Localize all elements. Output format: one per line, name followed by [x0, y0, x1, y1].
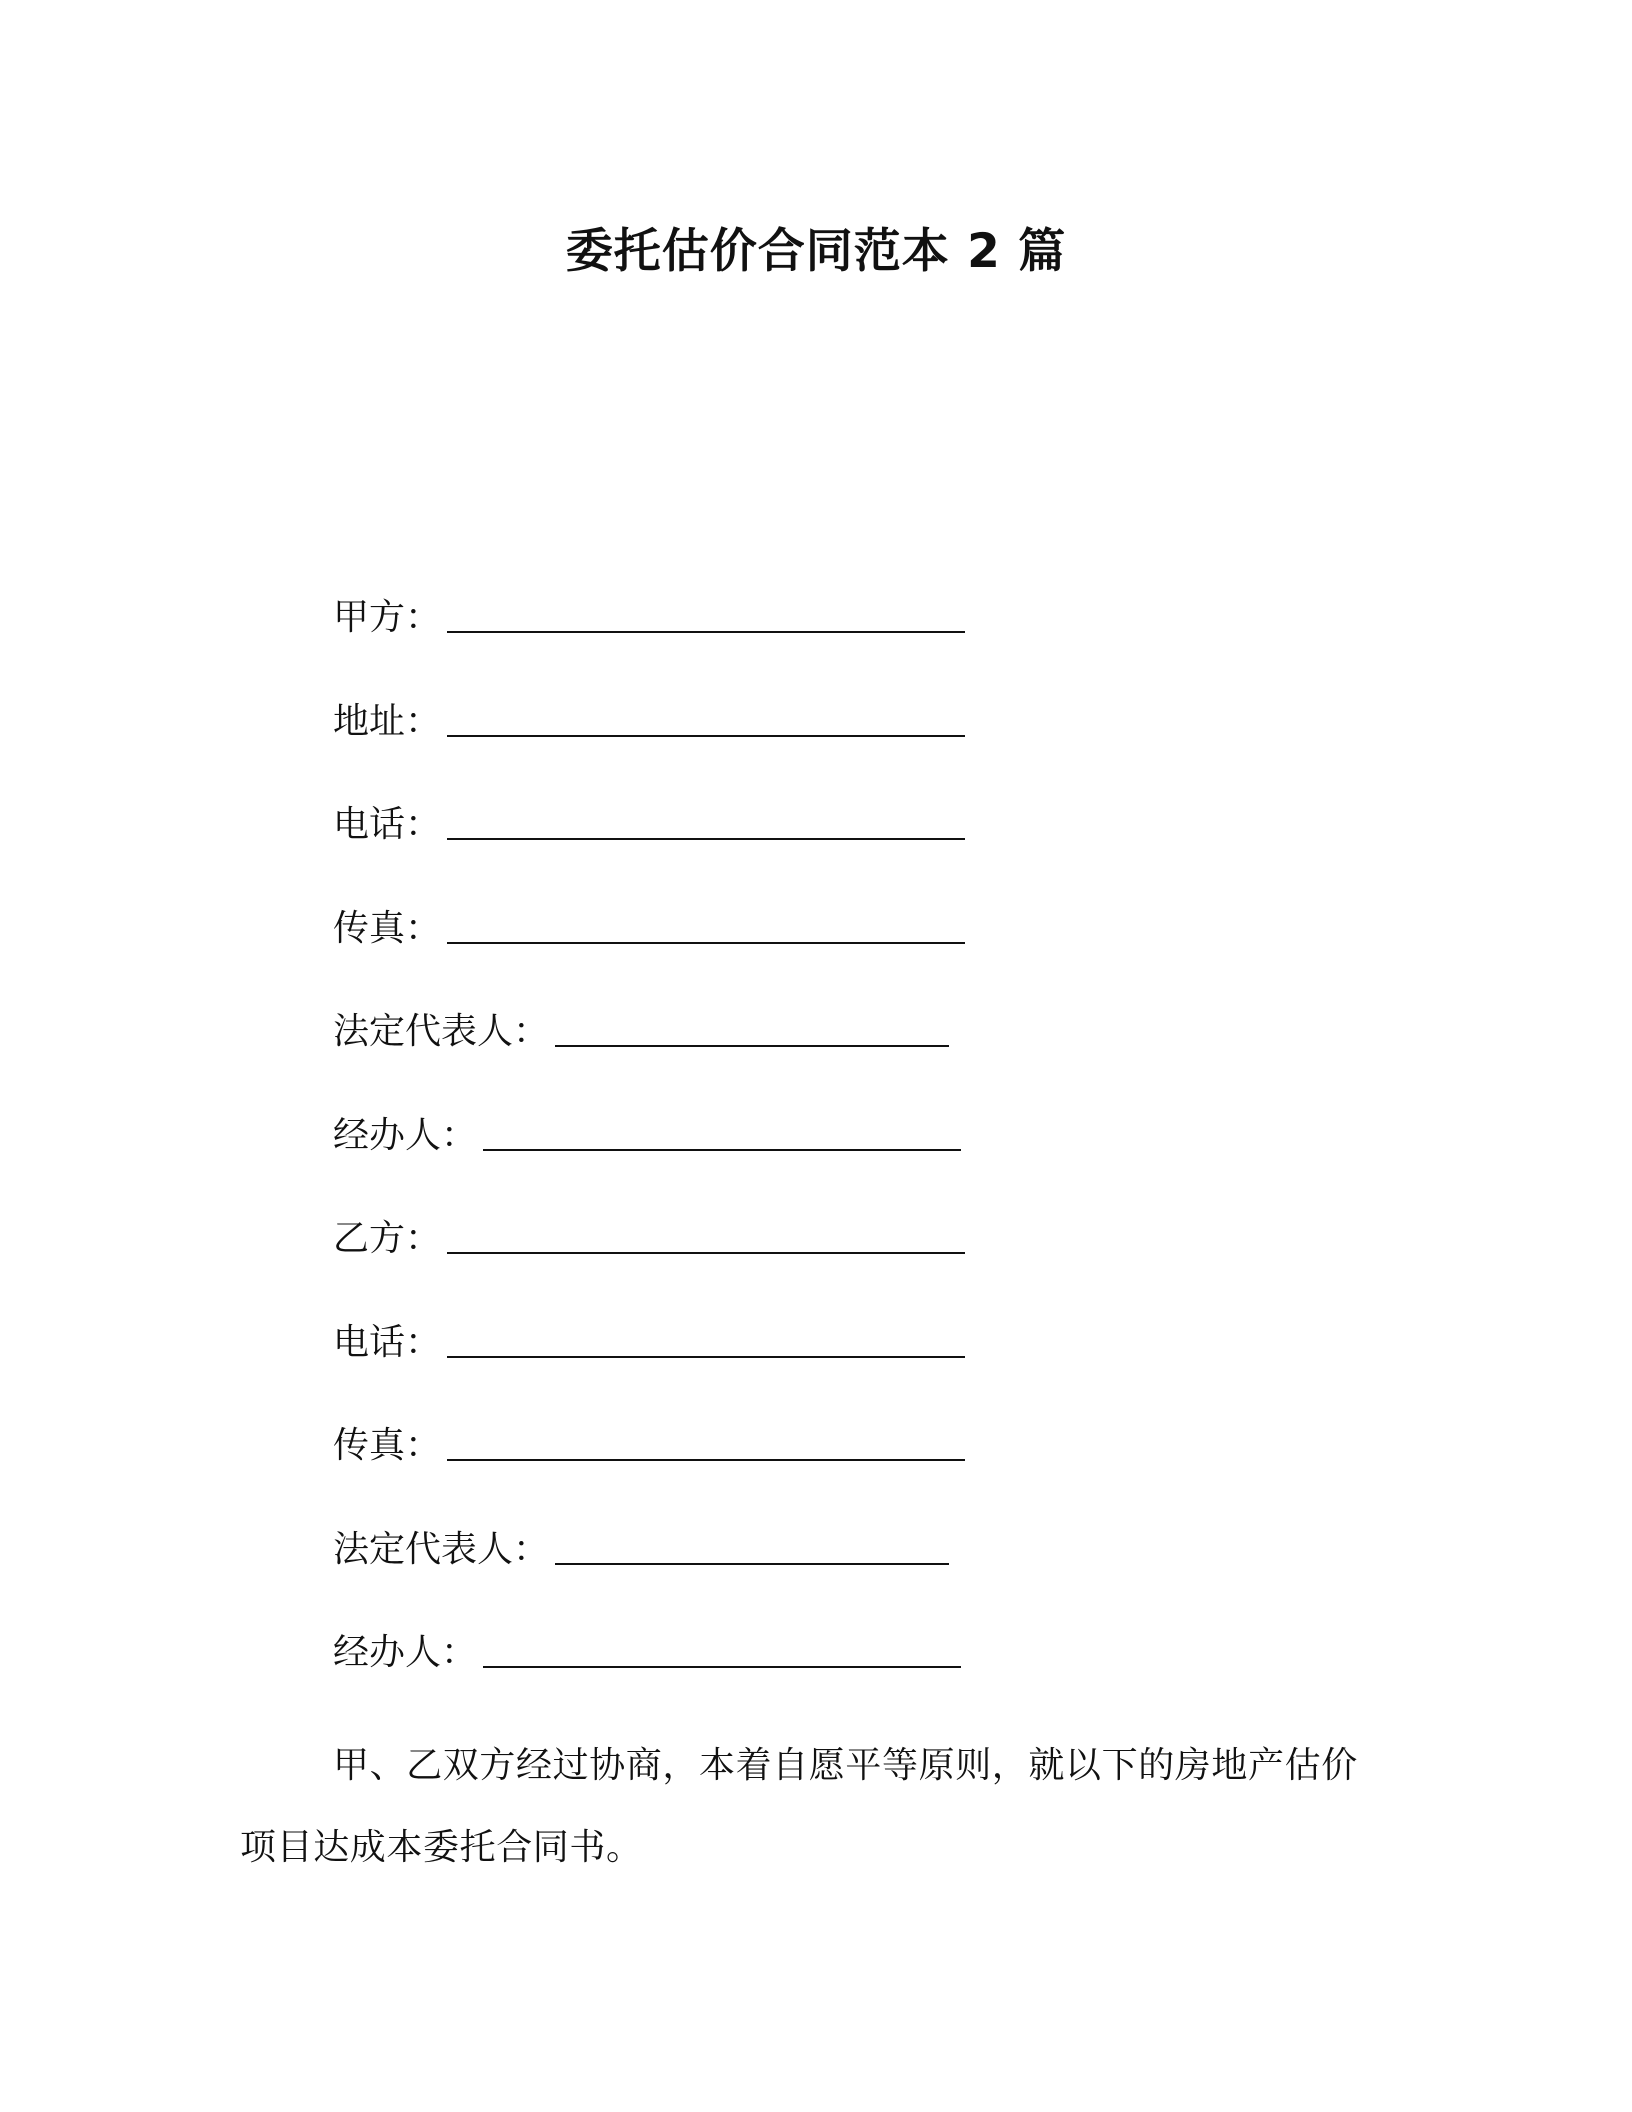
- blank-line: [555, 1025, 949, 1047]
- field-label: 甲方：: [333, 597, 442, 638]
- blank-line: [555, 1543, 949, 1565]
- field-phone-a: [333, 799, 1233, 903]
- field-label: 地址：: [333, 700, 442, 742]
- field-label: 传真：: [333, 907, 442, 949]
- agreement-intro-paragraph: 甲、乙双方经过协商，本着自愿平等原则，就以下的房地产估价项目达成本委托合同书。: [240, 1745, 1358, 1868]
- field-label: 电话：: [333, 804, 442, 845]
- blank-line: [447, 1336, 965, 1358]
- blank-line: [483, 1646, 961, 1668]
- blank-line: [447, 922, 965, 944]
- field-party-b: [333, 1213, 1233, 1317]
- blank-line: [447, 715, 965, 737]
- field-label: 经办人：: [333, 1114, 478, 1156]
- field-label: 经办人：: [333, 1632, 478, 1673]
- blank-line: [447, 1439, 965, 1461]
- field-label: 法定代表人：: [333, 1011, 550, 1052]
- field-handler-b: [333, 1627, 1233, 1731]
- field-handler-a: [333, 1110, 1233, 1214]
- field-party-a: [333, 592, 1233, 696]
- document-title: 委托估价合同范本 2 篇: [565, 224, 1067, 279]
- blank-line: [483, 1129, 961, 1151]
- field-legal-rep-a: [333, 1006, 1233, 1110]
- field-label: 法定代表人：: [333, 1528, 550, 1570]
- field-fax-a: [333, 903, 1233, 1007]
- field-label: 电话：: [333, 1321, 442, 1363]
- field-phone-b: [333, 1317, 1233, 1421]
- field-legal-rep-b: [333, 1524, 1233, 1628]
- field-address: [333, 696, 1233, 800]
- field-label: 乙方：: [333, 1218, 442, 1259]
- blank-line: [447, 818, 965, 840]
- blank-line: [447, 1232, 965, 1254]
- party-info-form: [333, 592, 1233, 1731]
- blank-line: [447, 611, 965, 633]
- field-fax-b: [333, 1420, 1233, 1524]
- field-label: 传真：: [333, 1425, 442, 1466]
